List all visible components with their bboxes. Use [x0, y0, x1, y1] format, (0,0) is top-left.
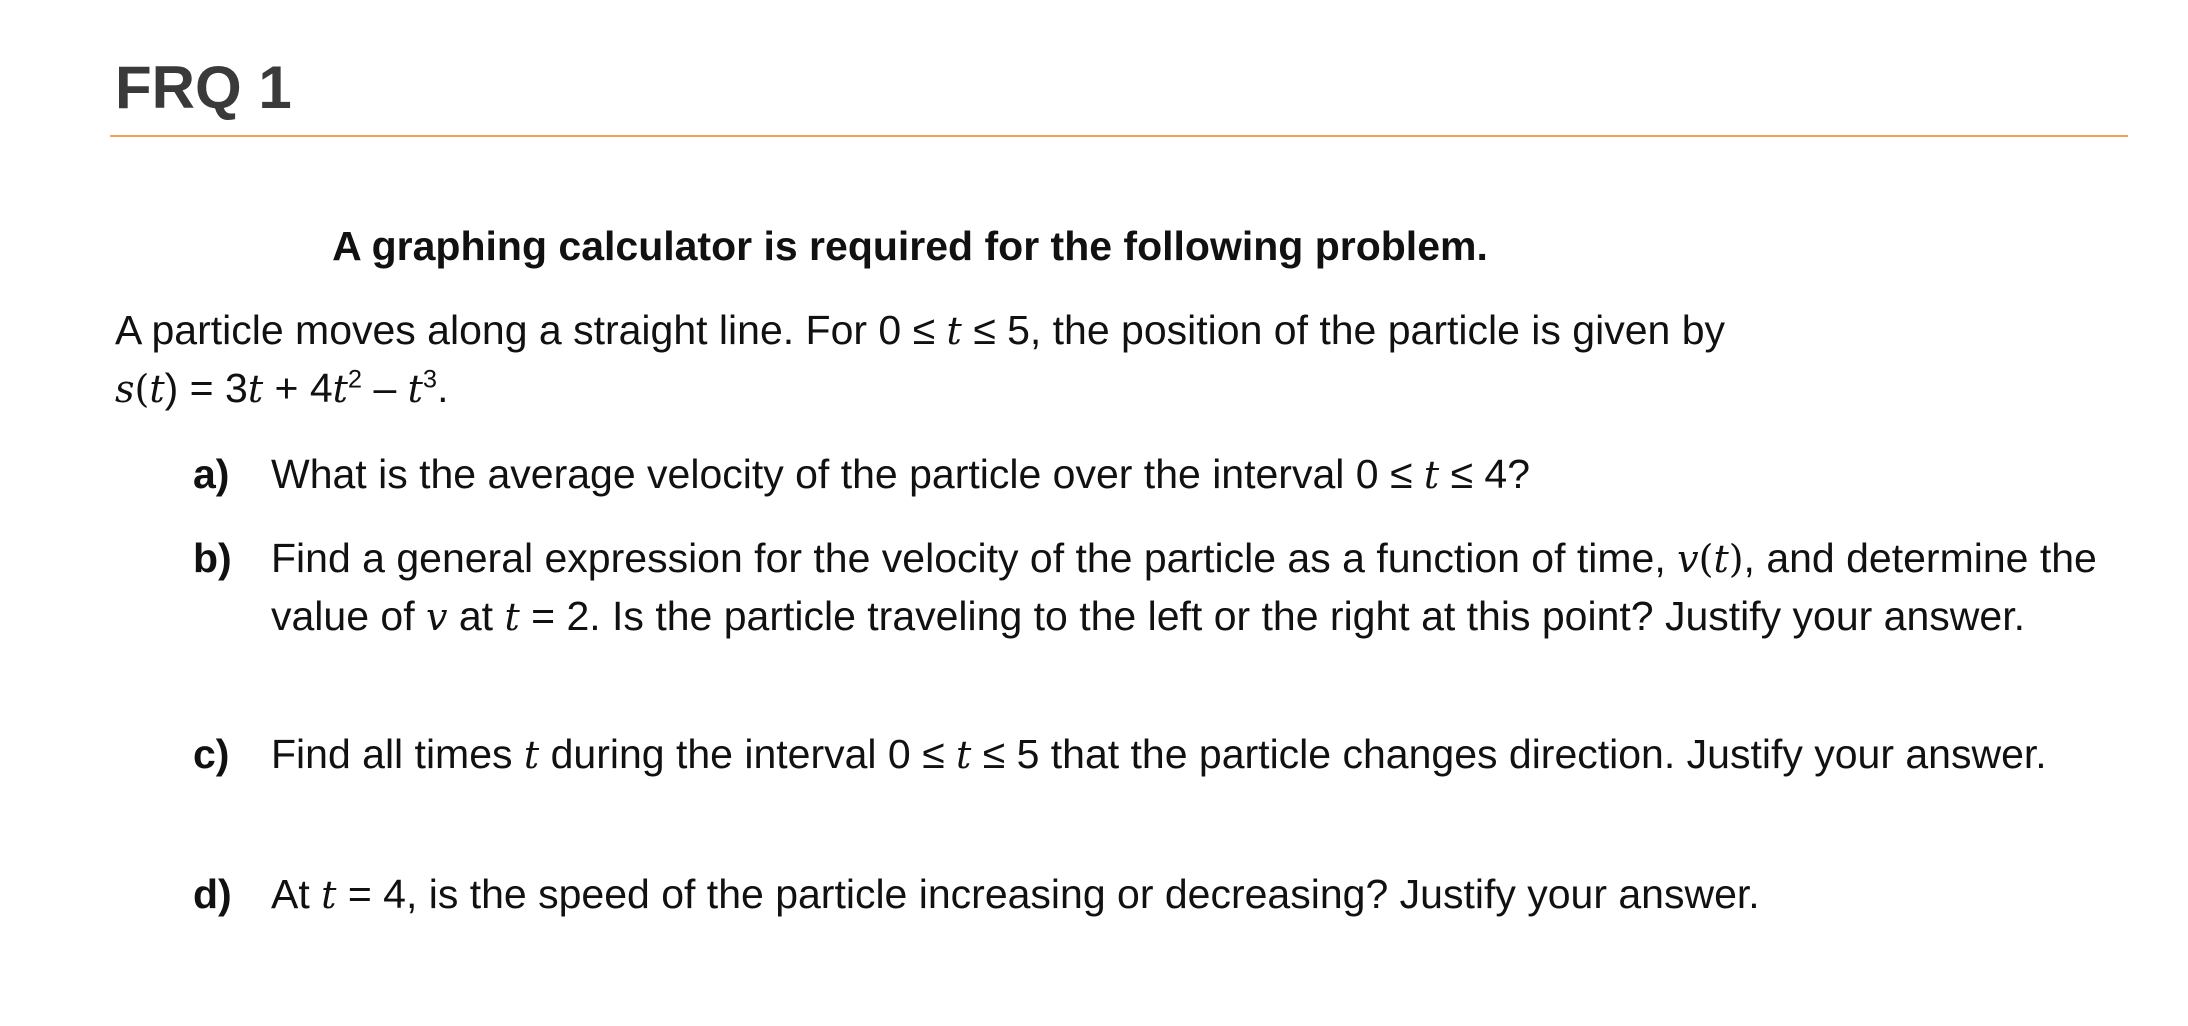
intro-text: ≤ 5, the position of the particle is given by	[961, 307, 1726, 353]
calculator-note: A graphing calculator is required for the following problem.	[332, 223, 1488, 269]
var-t: t	[1713, 537, 1729, 581]
paren: )	[1728, 537, 1744, 581]
exponent: 3	[422, 365, 438, 394]
var-t: t	[956, 733, 972, 777]
var-t: t	[407, 367, 423, 411]
var-t: t	[946, 309, 962, 353]
paren: (	[134, 367, 150, 411]
problem-intro	[115, 302, 2015, 418]
text: = 2. Is the particle traveling to the left or the right at this point? Justify your answer.	[519, 593, 2025, 639]
part-label: d)	[193, 871, 232, 917]
text: ≤ 5 that the particle changes direction. Justify your answer.	[971, 731, 2047, 777]
intro-text: A particle moves along a straight line. For 0 ≤	[115, 307, 947, 353]
part-text	[271, 726, 2123, 784]
text: Find a general expression for the velocity of the particle as a function of time,	[271, 535, 1678, 581]
var-t: t	[321, 873, 337, 917]
text: = 4, is the speed of the particle increasing or decreasing? Justify your answer.	[336, 871, 1760, 917]
title-divider	[110, 135, 2128, 137]
exponent: 2	[347, 365, 363, 394]
var-t: t	[523, 733, 540, 777]
equation-text: .	[437, 365, 449, 411]
var-t: t	[1423, 453, 1440, 497]
paren: (	[1698, 537, 1714, 581]
question-part-c	[193, 726, 2123, 784]
question-part-b	[193, 530, 2123, 646]
text: during the interval 0 ≤	[539, 731, 956, 777]
var-t: t	[149, 367, 165, 411]
var-v: v	[1677, 537, 1699, 581]
text: , and determine the value of	[271, 535, 2097, 639]
text: ≤ 4?	[1439, 451, 1531, 497]
part-text	[271, 530, 2123, 646]
equation-text: ) = 3	[164, 365, 248, 411]
part-text	[271, 866, 2123, 924]
var-t: t	[504, 595, 520, 639]
position-function-name: s	[115, 367, 135, 411]
page-title: FRQ 1	[115, 54, 292, 121]
part-text	[271, 446, 2123, 504]
var-t: t	[247, 367, 264, 411]
question-part-a	[193, 446, 2123, 504]
text: What is the average velocity of the particle over the interval 0 ≤	[271, 451, 1424, 497]
equation-text: –	[362, 365, 408, 411]
text: At	[271, 871, 322, 917]
part-label: b)	[193, 535, 232, 581]
part-label: a)	[193, 451, 230, 497]
var-v: v	[426, 595, 448, 639]
part-label: c)	[193, 731, 230, 777]
question-part-d	[193, 866, 2123, 924]
equation-text: + 4	[263, 365, 333, 411]
text: at	[447, 593, 505, 639]
var-t: t	[332, 367, 348, 411]
text: Find all times	[271, 731, 524, 777]
